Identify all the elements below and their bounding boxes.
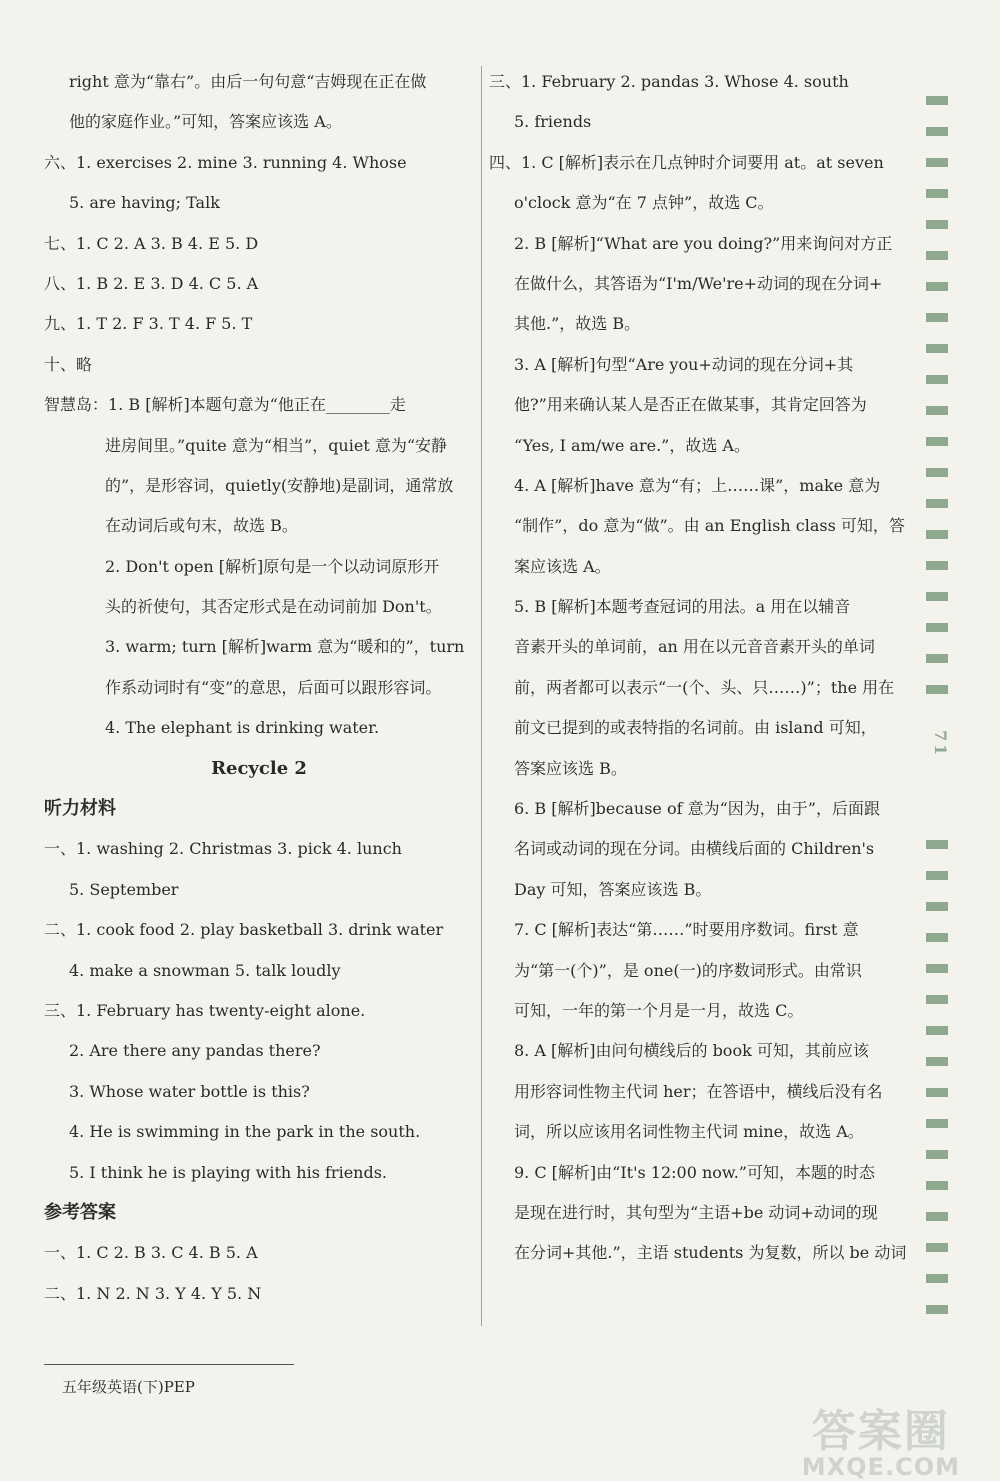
text-line: 5. friends: [514, 112, 592, 132]
text-line: 七、1. C 2. A 3. B 4. E 5. D: [44, 233, 259, 253]
text-line: 二、1. N 2. N 3. Y 4. Y 5. N: [44, 1283, 262, 1303]
text-line: 前，两者都可以表示“一(个、头、只……)”；the 用在: [514, 677, 895, 697]
strip-segment: [926, 995, 948, 1004]
strip-segment: [926, 468, 948, 477]
text-line: 案应该选 A。: [514, 556, 611, 576]
text-line: 二、1. cook food 2. play basketball 3. drink water: [44, 920, 444, 940]
text-line: 六、1. exercises 2. mine 3. running 4. Whose: [44, 152, 407, 172]
strip-segment: [926, 592, 948, 601]
text-line: Day 可知，答案应该选 B。: [514, 879, 712, 899]
section-heading: 参考答案: [44, 1201, 116, 1223]
strip-segment: [926, 654, 948, 663]
text-line: 5. are having; Talk: [69, 193, 220, 213]
watermark: [802, 1395, 960, 1481]
text-line: 进房间里。”quite 意为“相当”，quiet 意为“安静: [105, 435, 448, 455]
strip-segment: [926, 158, 948, 167]
text-line: 智慧岛：1. B [解析]本题句意为“他正在________走: [44, 395, 406, 415]
text-line: 4. make a snowman 5. talk loudly: [69, 960, 341, 980]
strip-segment: [926, 1181, 948, 1190]
text-line: 九、1. T 2. F 3. T 4. F 5. T: [44, 314, 253, 334]
text-line: 是现在进行时，其句型为“主语+be 动词+动词的现: [514, 1202, 878, 1222]
text-line: 2. B [解析]“What are you doing?”用来询问对方正: [514, 233, 893, 253]
strip-segment: [926, 1305, 948, 1314]
text-line: 4. He is swimming in the park in the south.: [69, 1122, 421, 1142]
strip-segment: [926, 127, 948, 136]
strip-segment: [926, 1088, 948, 1097]
text-line: 4. A [解析]have 意为“有；上……课”，make 意为: [514, 475, 881, 495]
strip-segment: [926, 313, 948, 322]
section-heading: Recycle 2: [211, 757, 307, 779]
text-line: 5. B [解析]本题考查冠词的用法。a 用在以辅音: [514, 597, 851, 617]
footer-text: 五年级英语(下)PEP: [62, 1378, 195, 1396]
text-line: 前文已提到的或表特指的名词前。由 island 可知，: [514, 718, 877, 738]
text-line: 5. September: [69, 879, 179, 899]
text-line: 9. C [解析]由“It's 12:00 now.”可知，本题的时态: [514, 1162, 875, 1182]
text-line: 音素开头的单词前，an 用在以元音音素开头的单词: [514, 637, 875, 657]
text-line: 可知，一年的第一个月是一月，故选 C。: [514, 1000, 804, 1020]
text-line: 在分词+其他.”，主语 students 为复数，所以 be 动词: [514, 1243, 907, 1263]
footer-rule: [44, 1364, 294, 1365]
text-line: 3. warm; turn [解析]warm 意为“暖和的”，turn: [105, 637, 465, 657]
text-line: 3. A [解析]句型“Are you+动词的现在分词+其: [514, 354, 854, 374]
strip-segment: [926, 96, 948, 105]
text-line: 三、1. February 2. pandas 3. Whose 4. south: [489, 72, 849, 91]
text-line: 2. Are there any pandas there?: [69, 1041, 321, 1061]
text-line: 3. Whose water bottle is this?: [69, 1081, 310, 1101]
text-line: 6. B [解析]because of 意为“因为，由于”，后面跟: [514, 799, 880, 819]
section-heading: 听力材料: [44, 798, 116, 820]
text-line: 答案应该选 B。: [514, 758, 627, 778]
strip-segment: [926, 561, 948, 570]
strip-segment: [926, 902, 948, 911]
text-line: 他的家庭作业。”可知，答案应该选 A。: [69, 112, 342, 132]
strip-segment: [926, 1057, 948, 1066]
side-decoration-strip: [926, 96, 948, 1321]
strip-segment: [926, 344, 948, 353]
text-line: 一、1. washing 2. Christmas 3. pick 4. lunch: [44, 839, 402, 859]
text-line: o'clock 意为“在 7 点钟”，故选 C。: [514, 193, 774, 213]
strip-segment: [926, 964, 948, 973]
text-line: 在动词后或句末，故选 B。: [105, 516, 298, 536]
strip-segment: [926, 282, 948, 291]
left-column: [44, 62, 474, 1314]
text-line: 8. A [解析]由问句横线后的 book 可知，其前应该: [514, 1041, 869, 1061]
text-line: 一、1. C 2. B 3. C 4. B 5. A: [44, 1243, 258, 1263]
text-line: 5. I think he is playing with his friends.: [69, 1162, 388, 1182]
strip-segment: [926, 189, 948, 198]
text-line: 7. C [解析]表达“第……”时要用序数词。first 意: [514, 920, 859, 940]
strip-segment: [926, 1026, 948, 1035]
strip-segment: [926, 437, 948, 446]
strip-segment: [926, 933, 948, 942]
text-line: 作系动词时有“变”的意思，后面可以跟形容词。: [105, 677, 442, 697]
strip-segment: [926, 871, 948, 880]
strip-segment: [926, 685, 948, 694]
strip-segment: [926, 375, 948, 384]
text-line: 他?”用来确认某人是否正在做某事，其肯定回答为: [514, 395, 867, 415]
text-line: 名词或动词的现在分词。由横线后面的 Children's: [514, 839, 875, 859]
text-line: 用形容词性物主代词 her；在答语中，横线后没有名: [514, 1081, 883, 1101]
column-divider: [481, 66, 482, 1326]
text-line: 词，所以应该用名词性物主代词 mine，故选 A。: [514, 1122, 864, 1142]
strip-segment: [926, 1274, 948, 1283]
strip-segment: [926, 840, 948, 849]
text-line: 头的祈使句，其否定形式是在动词前加 Don't。: [105, 597, 442, 617]
strip-segment: [926, 1212, 948, 1221]
text-line: 在做什么，其答语为“I'm/We're+动词的现在分词+: [514, 273, 883, 293]
watermark-logo-text: 答案圈: [811, 1406, 950, 1457]
text-line: 四、1. C [解析]表示在几点钟时介词要用 at。at seven: [489, 152, 884, 172]
text-line: 三、1. February has twenty-eight alone.: [44, 1000, 366, 1020]
text-line: 的”，是形容词，quietly(安静地)是副词，通常放: [105, 475, 454, 495]
watermark-url: MXQE.COM: [801, 1453, 960, 1481]
text-line: 为“第一(个)”，是 one(一)的序数词形式。由常识: [514, 960, 862, 980]
text-line: 其他.”，故选 B。: [514, 314, 641, 334]
text-line: 十、略: [44, 354, 93, 374]
strip-segment: [926, 1150, 948, 1159]
text-line: “制作”，do 意为“做”。由 an English class 可知，答: [514, 516, 905, 536]
text-line: “Yes, I am/we are.”，故选 A。: [514, 435, 750, 455]
strip-segment: [926, 499, 948, 508]
right-column: [489, 62, 915, 1274]
text-line: 八、1. B 2. E 3. D 4. C 5. A: [44, 273, 259, 293]
strip-segment: [926, 251, 948, 260]
page-number: 71: [931, 730, 950, 759]
strip-segment: [926, 220, 948, 229]
strip-segment: [926, 1243, 948, 1252]
text-line: right 意为“靠右”。由后一句句意“吉姆现在正在做: [69, 72, 427, 91]
strip-segment: [926, 406, 948, 415]
text-line: 2. Don't open [解析]原句是一个以动词原形开: [105, 556, 440, 576]
strip-segment: [926, 1119, 948, 1128]
strip-segment: [926, 530, 948, 539]
text-line: 4. The elephant is drinking water.: [105, 718, 380, 738]
strip-segment: [926, 623, 948, 632]
